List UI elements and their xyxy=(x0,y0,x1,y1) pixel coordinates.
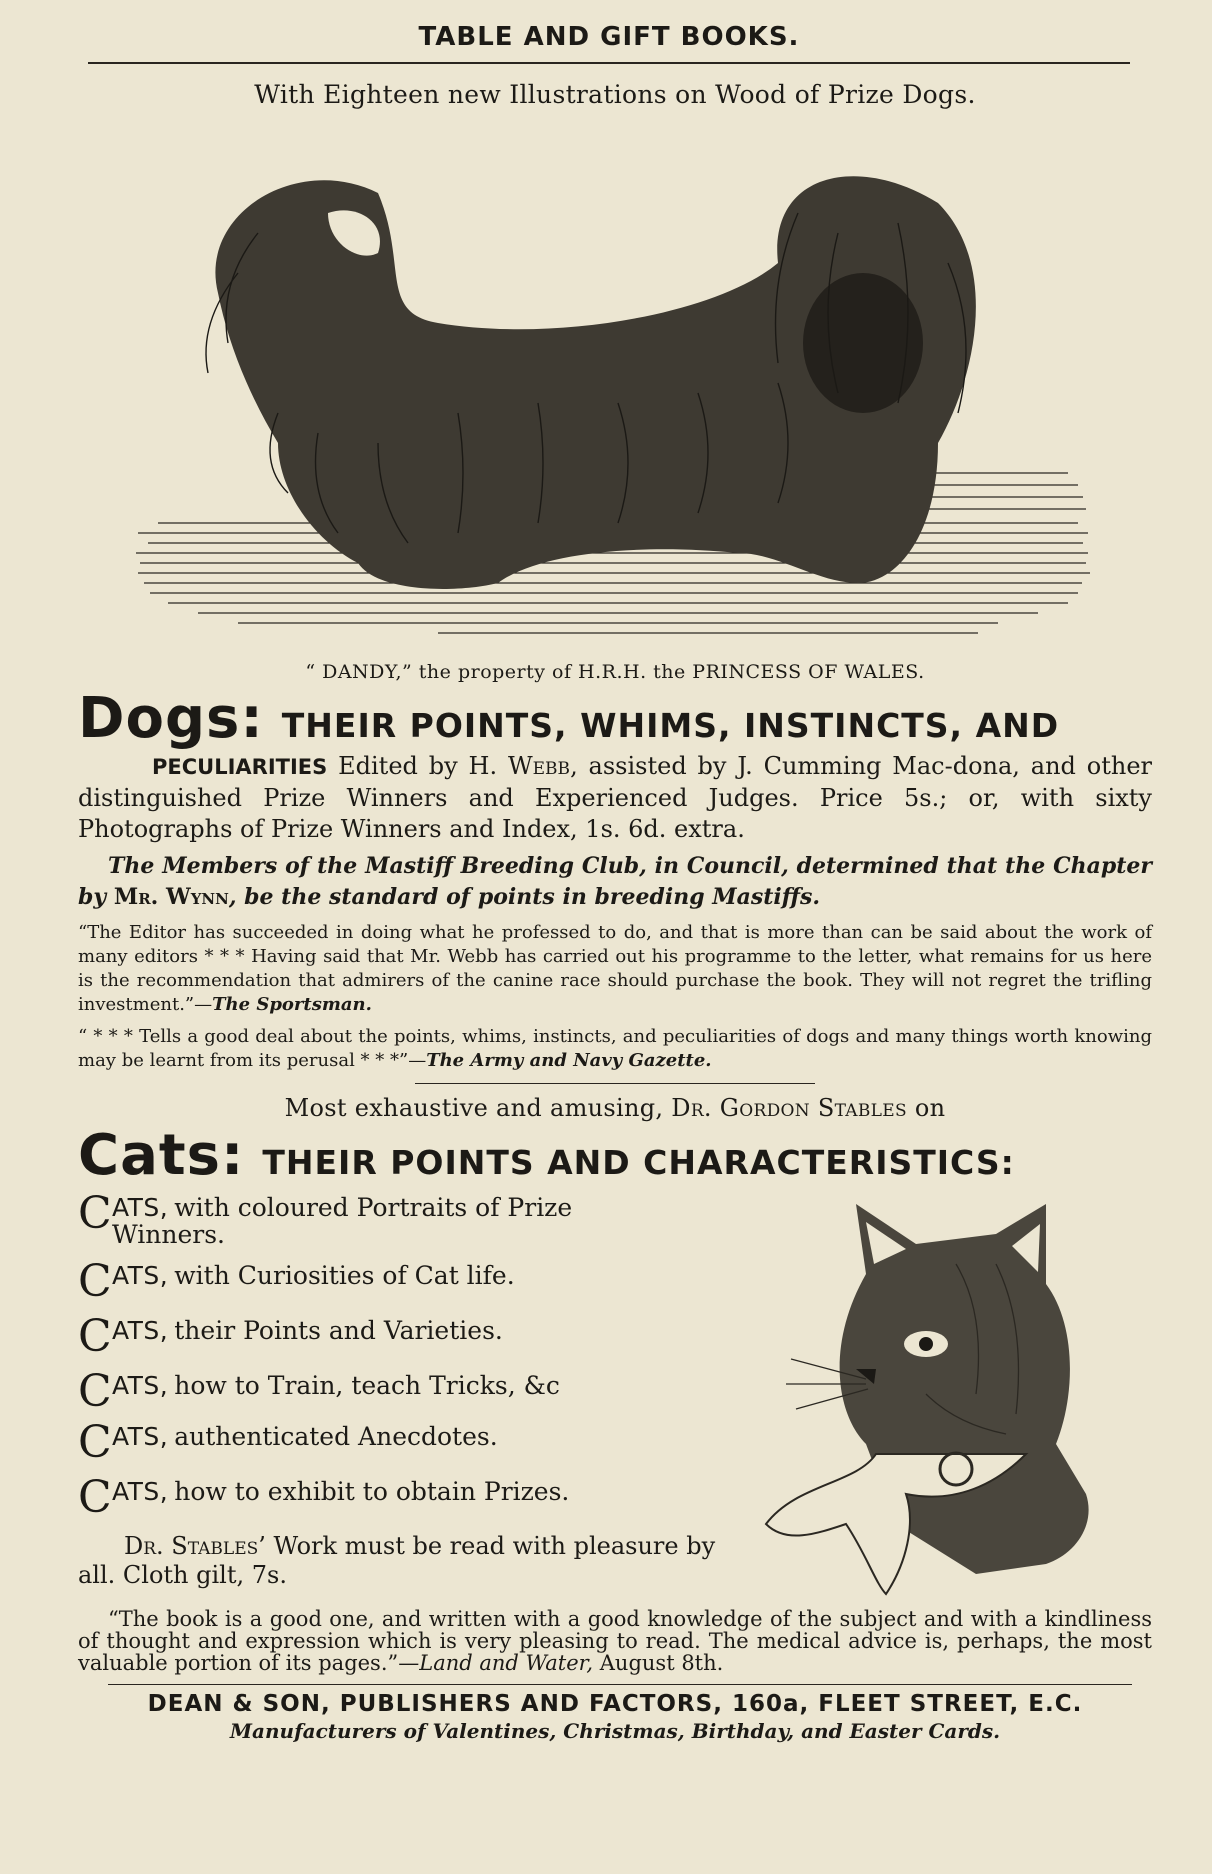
publisher-tagline: Manufacturers of Valentines, Christmas, Birthday, and Easter Cards. xyxy=(229,1719,1001,1743)
cat-item xyxy=(78,1256,688,1307)
cat-illustration xyxy=(756,1194,1136,1604)
army-quote xyxy=(78,1025,1152,1073)
cat-item-text: authenticated Anecdotes. xyxy=(174,1422,498,1451)
cat-item-text: their Points and Varieties. xyxy=(174,1316,503,1345)
mastiff-name: Mr. Wynn xyxy=(113,884,229,910)
cats-list xyxy=(78,1188,688,1523)
desc-edited: Edited by H. xyxy=(338,752,498,780)
running-title: TABLE AND GIFT BOOKS. xyxy=(88,0,1130,64)
dropcap: C xyxy=(78,1188,112,1239)
desc-webb: Webb xyxy=(507,752,571,780)
cats-title-big: Cats: xyxy=(78,1123,245,1188)
work-text: Work must be read with pleasure by all. Cloth gilt, 7s. xyxy=(78,1532,716,1589)
cats-block xyxy=(78,1188,1152,1604)
mastiff-note xyxy=(78,851,1152,913)
dogs-title-rest: THEIR POINTS, WHIMS, INSTINCTS, AND xyxy=(281,706,1060,745)
sportsman-quote xyxy=(78,921,1152,1017)
mastiff-note-a: The Members of the Mastiff Breeding Club, in Council, determined that the Chapter by xyxy=(78,853,1152,910)
dog-illustration xyxy=(78,113,1152,661)
cat-item-cap: ATS, xyxy=(112,1422,169,1451)
dropcap: C xyxy=(78,1417,112,1468)
dropcap: C xyxy=(78,1472,112,1523)
cats-work-note xyxy=(78,1532,758,1590)
dogs-description xyxy=(78,751,1152,845)
cat-item xyxy=(78,1366,688,1417)
dog-engraving xyxy=(78,113,1152,661)
figure-caption: “ DANDY,” the property of H.R.H. the PRINCESS OF WALES. xyxy=(305,661,925,683)
cats-lead xyxy=(78,1094,1152,1122)
cats-title xyxy=(78,1123,1152,1188)
publisher-line: DEAN & SON, PUBLISHERS AND FACTORS, 160a, FLEET STREET, E.C. xyxy=(147,1691,1083,1717)
sportsman-source: The Sportsman. xyxy=(212,994,372,1015)
desc-assisted: , assisted by J. Cumming Mac-dona, and other distinguished Prize Winners and Experienced Judges. Price 5s.; or, with sixty Photographs of Prize Winners and Index, 1s. 6d. extra. xyxy=(78,752,1153,843)
cat-item-cap: ATS, xyxy=(112,1261,169,1290)
cat-item xyxy=(78,1472,688,1523)
work-author: Dr. Stables’ xyxy=(124,1532,266,1560)
final-source: Land and Water, xyxy=(419,1651,594,1675)
dogs-title-big: Dogs: xyxy=(78,686,264,751)
cats-lead-a: Most exhaustive and amusing, xyxy=(284,1094,664,1122)
cat-item xyxy=(78,1311,688,1362)
land-water-quote xyxy=(78,1608,1152,1674)
cats-title-rest: THEIR POINTS AND CHARACTERISTICS: xyxy=(262,1143,1015,1182)
cat-engraving xyxy=(756,1194,1136,1604)
cats-lead-b: on xyxy=(914,1094,946,1122)
sportsman-quote-text: “The Editor has succeeded in doing what he professed to do, and that is more than can be said about the work of many editors * * * Having said that Mr. Webb has carried out his programme to the letter, what remains for us here is the recommendation that admirers of the canine race should purchase the book. They will not regret the trifling investment.”— xyxy=(78,922,1152,1015)
cat-item-text: with Curiosities of Cat life. xyxy=(174,1261,515,1290)
illustrations-note: With Eighteen new Illustrations on Wood of Prize Dogs. xyxy=(254,80,976,109)
footer-rule xyxy=(108,1684,1132,1685)
cat-item-text: how to Train, teach Tricks, &c xyxy=(174,1371,560,1400)
dropcap: C xyxy=(78,1256,112,1307)
dogs-title xyxy=(78,686,1152,751)
cat-item-cap: ATS, xyxy=(112,1477,169,1506)
cat-item-text: how to exhibit to obtain Prizes. xyxy=(174,1477,570,1506)
cat-item xyxy=(78,1417,688,1468)
cats-lead-author: Dr. Gordon Stables xyxy=(671,1094,907,1122)
dropcap: C xyxy=(78,1366,112,1417)
army-quote-text: “ * * * Tells a good deal about the points, whims, instincts, and peculiarities of dogs and many things worth knowing may be learnt from its perusal * * *”— xyxy=(78,1026,1152,1071)
cat-item-cap: ATS, xyxy=(112,1371,169,1400)
dogs-title-cont: PECULIARITIES xyxy=(152,755,328,779)
cat-item-cap: ATS, xyxy=(112,1193,169,1222)
army-source: The Army and Navy Gazette. xyxy=(426,1050,712,1071)
final-quote-text: “The book is a good one, and written with a good knowledge of the subject and with a kindliness of thought and expression which is very pleasing to read. The medical advice is, perhaps, the most valuable portion of its pages.”— xyxy=(78,1607,1152,1675)
dropcap: C xyxy=(78,1311,112,1362)
section-divider xyxy=(415,1083,815,1084)
cat-item-text: with coloured Portraits of Prize Winners. xyxy=(112,1193,573,1249)
final-date: August 8th. xyxy=(599,1651,724,1675)
cat-item-cap: ATS, xyxy=(112,1316,169,1345)
cat-item xyxy=(78,1188,688,1249)
mastiff-note-b: , be the standard of points in breeding Mastiffs. xyxy=(228,884,820,910)
